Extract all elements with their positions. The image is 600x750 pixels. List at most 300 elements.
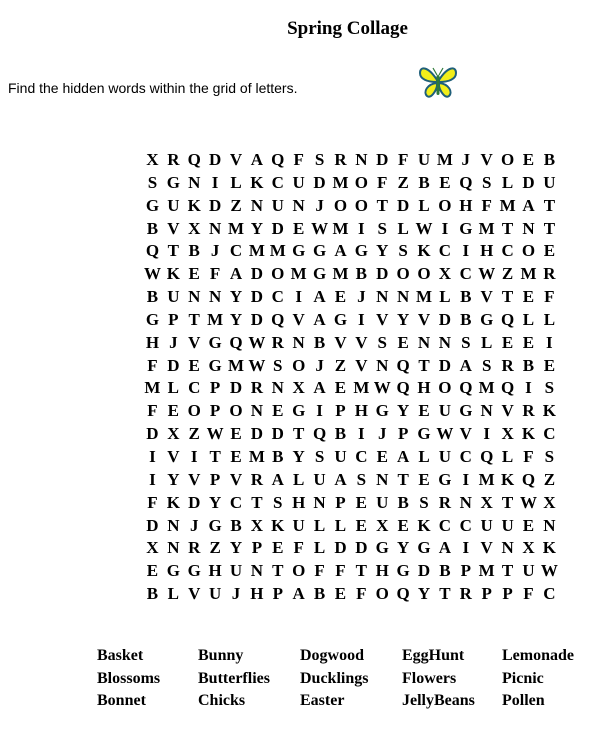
grid-letter: T (439, 584, 451, 604)
grid-letter: V (480, 287, 493, 307)
grid-letter: G (187, 561, 201, 581)
grid-letter: A (522, 195, 535, 215)
grid-letter: V (167, 446, 180, 466)
grid-letter: E (334, 378, 347, 398)
grid-letter: U (292, 172, 305, 192)
grid-letter: C (271, 287, 284, 307)
grid-letter: P (397, 424, 409, 444)
grid-letter: C (543, 424, 556, 444)
grid-letter: Q (500, 309, 515, 329)
grid-letter: V (417, 309, 431, 329)
grid-letter: U (313, 469, 326, 489)
grid-letter: V (355, 355, 368, 375)
grid-letter: D (146, 515, 159, 535)
grid-letter: E (439, 172, 451, 192)
grid-letter: Q (396, 584, 410, 604)
grid-letter: T (501, 218, 514, 238)
grid-letter: S (273, 355, 283, 375)
grid-letter: O (500, 150, 515, 169)
grid-letter: E (397, 515, 409, 535)
grid-letter: K (542, 538, 556, 558)
grid-letter: A (271, 469, 284, 489)
grid-letter: F (147, 401, 158, 421)
grid-letter: B (230, 515, 242, 535)
grid-letter: U (271, 195, 284, 215)
grid-letter: Y (396, 538, 410, 558)
grid-letter: R (271, 332, 284, 352)
grid-letter: N (167, 515, 180, 535)
grid-letter: E (376, 446, 388, 466)
grid-letter: P (335, 401, 346, 421)
grid-letter: F (397, 150, 409, 169)
grid-letter: L (230, 172, 242, 192)
grid-letter: N (501, 538, 514, 558)
grid-letter: N (271, 378, 284, 398)
grid-letter: A (313, 309, 326, 329)
grid-letter: Y (229, 538, 243, 558)
page-title: Spring Collage (287, 18, 408, 39)
instructions-text: Find the hidden words within the grid of letters. (8, 80, 298, 96)
grid-row (142, 377, 560, 400)
grid-letter: Z (501, 264, 514, 284)
grid-letter: G (417, 538, 431, 558)
grid-row (142, 218, 560, 241)
grid-letter: G (292, 241, 306, 261)
grid-letter: A (334, 241, 347, 261)
grid-letter: I (462, 538, 470, 558)
grid-letter: M (332, 172, 349, 192)
grid-letter: P (335, 492, 346, 512)
grid-letter: E (334, 584, 347, 604)
grid-letter: N (313, 492, 326, 512)
grid-letter: S (377, 332, 387, 352)
grid-letter: B (522, 355, 535, 375)
grid-letter: V (292, 309, 305, 329)
word-item: Bunny (198, 647, 244, 664)
grid-letter: M (290, 264, 307, 284)
grid-letter: D (396, 195, 410, 215)
word-item: EggHunt (402, 647, 465, 664)
word-item: Picnic (502, 669, 544, 687)
grid-letter: Q (459, 172, 473, 192)
grid-letter: G (354, 241, 368, 261)
grid-letter: I (149, 469, 156, 489)
grid-letter: V (188, 584, 201, 604)
grid-letter: P (209, 401, 221, 421)
grid-letter: D (250, 287, 264, 307)
grid-letter: I (295, 287, 302, 307)
grid-letter: R (543, 264, 556, 284)
grid-letter: E (522, 332, 535, 352)
grid-letter: T (501, 561, 514, 581)
grid-letter: J (210, 241, 220, 261)
grid-letter: R (459, 584, 472, 604)
grid-letter: U (292, 515, 305, 535)
grid-letter: C (271, 172, 284, 192)
grid-letter: B (146, 584, 159, 604)
grid-letter: F (377, 172, 388, 192)
grid-letter: A (313, 287, 326, 307)
grid-letter: B (272, 446, 284, 466)
grid-letter: U (543, 172, 556, 192)
grid-letter: F (209, 264, 221, 284)
grid-letter: I (441, 218, 449, 238)
grid-letter: F (293, 538, 304, 558)
grid-letter: W (311, 218, 329, 238)
grid-letter: X (167, 424, 180, 444)
grid-letter: L (313, 538, 326, 558)
grid-letter: O (333, 195, 348, 215)
grid-letter: N (250, 401, 264, 421)
grid-letter: S (314, 150, 325, 169)
grid-letter: E (522, 287, 535, 307)
word-item: Basket (97, 647, 144, 664)
grid-letter: V (376, 309, 389, 329)
grid-letter: M (478, 378, 495, 398)
grid-letter: D (250, 264, 264, 284)
grid-letter: Q (145, 241, 160, 261)
grid-letter: J (357, 287, 366, 307)
grid-letter: E (418, 401, 430, 421)
grid-letter: L (313, 515, 326, 535)
grid-letter: J (169, 332, 178, 352)
word-item: Dogwood (300, 647, 365, 664)
grid-letter: I (358, 309, 365, 329)
grid-letter: D (146, 424, 159, 444)
grid-row (142, 583, 560, 606)
grid-letter: B (439, 561, 451, 581)
grid-letter: D (271, 218, 284, 238)
grid-row (142, 309, 560, 332)
grid-letter: Z (397, 172, 409, 192)
grid-letter: N (396, 287, 410, 307)
grid-letter: E (230, 424, 242, 444)
grid-letter: Z (230, 195, 242, 215)
grid-letter: D (250, 424, 264, 444)
word-column (198, 645, 270, 713)
grid-letter: J (231, 584, 241, 604)
grid-letter: T (501, 287, 514, 307)
grid-letter: F (147, 355, 158, 375)
grid-letter: D (167, 355, 180, 375)
grid-letter: G (459, 401, 473, 421)
grid-letter: U (417, 150, 431, 169)
grid-letter: A (292, 584, 305, 604)
grid-letter: T (188, 309, 200, 329)
grid-letter: L (501, 446, 514, 466)
grid-row (142, 515, 560, 538)
grid-letter: Q (229, 332, 243, 352)
word-item: JellyBeans (402, 692, 475, 709)
grid-letter: T (397, 469, 409, 489)
grid-letter: B (313, 584, 326, 604)
grid-letter: O (354, 172, 368, 192)
grid-letter: M (416, 287, 433, 307)
grid-letter: M (144, 378, 161, 398)
grid-letter: T (251, 492, 263, 512)
grid-row (142, 423, 560, 446)
grid-letter: V (480, 538, 493, 558)
grid-letter: J (189, 515, 199, 535)
grid-letter: N (459, 492, 472, 512)
grid-letter: V (334, 332, 347, 352)
grid-letter: D (417, 561, 431, 581)
grid-letter: N (355, 150, 368, 169)
grid-letter: G (166, 172, 180, 192)
grid-row (142, 240, 560, 263)
grid-letter: X (480, 492, 493, 512)
grid-row (142, 355, 560, 378)
grid-letter: S (398, 241, 408, 261)
grid-letter: T (293, 424, 305, 444)
grid-letter: E (272, 538, 284, 558)
grid-letter: E (543, 241, 556, 261)
grid-letter: H (417, 378, 431, 398)
grid-row (142, 537, 560, 560)
word-item: Ducklings (300, 669, 369, 687)
grid-letter: I (483, 424, 490, 444)
grid-letter: D (376, 150, 389, 169)
grid-letter: S (147, 172, 158, 192)
grid-row (142, 400, 560, 423)
grid-letter: L (481, 332, 493, 352)
grid-letter: I (190, 446, 198, 466)
grid-letter: M (478, 469, 495, 489)
grid-letter: W (206, 424, 224, 444)
grid-letter: D (438, 355, 452, 375)
grid-letter: Q (271, 150, 285, 169)
grid-letter: F (314, 561, 325, 581)
grid-letter: W (478, 264, 496, 284)
grid-letter: D (313, 172, 326, 192)
grid-letter: O (438, 378, 452, 398)
grid-letter: V (459, 424, 472, 444)
grid-row (142, 492, 560, 515)
grid-letter: G (208, 332, 222, 352)
grid-letter: G (292, 401, 306, 421)
grid-letter: T (209, 446, 221, 466)
grid-letter: Q (187, 150, 201, 169)
grid-letter: S (273, 492, 283, 512)
grid-letter: R (167, 150, 180, 169)
grid-letter: P (502, 584, 513, 604)
grid-letter: I (316, 401, 323, 421)
grid-letter: T (543, 195, 556, 215)
grid-letter: T (418, 355, 430, 375)
grid-letter: F (335, 561, 346, 581)
grid-letter: A (250, 150, 264, 169)
grid-letter: G (438, 469, 452, 489)
grid-letter: Q (521, 469, 536, 489)
grid-letter: H (250, 584, 264, 604)
word-item: Lemonade (502, 647, 574, 664)
grid-letter: M (332, 218, 349, 238)
grid-letter: P (251, 538, 263, 558)
grid-row (142, 172, 560, 195)
grid-letter: T (501, 492, 514, 512)
grid-letter: U (438, 401, 452, 421)
grid-letter: A (459, 355, 472, 375)
grid-letter: X (543, 492, 556, 512)
grid-letter: H (145, 332, 160, 352)
grid-letter: Y (250, 218, 264, 238)
word-item: Easter (300, 692, 345, 709)
grid-letter: H (292, 492, 306, 512)
grid-letter: F (356, 584, 367, 604)
grid-letter: M (269, 241, 286, 261)
grid-letter: I (358, 218, 365, 238)
grid-letter: U (438, 446, 452, 466)
grid-letter: Q (271, 309, 285, 329)
grid-letter: N (250, 195, 264, 215)
grid-letter: N (543, 515, 556, 535)
grid-letter: G (459, 218, 473, 238)
grid-letter: G (208, 355, 222, 375)
grid-letter: B (188, 241, 200, 261)
grid-letter: X (250, 515, 264, 535)
grid-letter: N (522, 218, 535, 238)
grid-letter: D (208, 150, 222, 169)
grid-letter: Q (312, 424, 327, 444)
grid-letter: F (544, 287, 555, 307)
grid-letter: Z (334, 355, 347, 375)
grid-letter: E (355, 515, 368, 535)
grid-letter: C (459, 264, 472, 284)
grid-letter: A (313, 378, 326, 398)
grid-letter: Y (376, 241, 389, 261)
grid-letter: W (248, 355, 266, 375)
grid-letter: C (355, 446, 368, 466)
grid-letter: X (438, 264, 452, 284)
grid-letter: H (459, 195, 473, 215)
grid-letter: T (272, 561, 284, 581)
grid-letter: G (312, 241, 327, 261)
grid-letter: J (315, 195, 324, 215)
grid-letter: S (356, 469, 367, 489)
grid-letter: G (396, 561, 410, 581)
grid-letter: G (208, 515, 222, 535)
grid-letter: E (418, 469, 430, 489)
word-column (300, 645, 368, 713)
grid-row (142, 286, 560, 309)
grid-letter: K (521, 424, 536, 444)
word-column (502, 645, 574, 713)
grid-letter: N (376, 287, 389, 307)
grid-letter: S (419, 492, 429, 512)
word-item: Bonnet (97, 692, 146, 709)
grid-letter: P (272, 584, 283, 604)
grid-letter: D (438, 309, 452, 329)
grid-letter: B (334, 424, 347, 444)
grid-row (142, 446, 560, 469)
grid-letter: M (227, 218, 245, 238)
grid-letter: E (522, 515, 535, 535)
grid-letter: G (145, 309, 160, 329)
grid-letter: E (293, 218, 305, 238)
grid-letter: B (460, 309, 472, 329)
grid-letter: D (271, 424, 284, 444)
grid-letter: B (543, 150, 556, 169)
grid-letter: Y (229, 287, 243, 307)
grid-letter: V (229, 150, 243, 169)
grid-letter: C (229, 492, 243, 512)
grid-letter: D (250, 309, 264, 329)
grid-letter: U (501, 515, 514, 535)
grid-letter: N (292, 195, 305, 215)
grid-letter: L (543, 309, 556, 329)
grid-letter: C (459, 446, 472, 466)
grid-letter: V (188, 469, 201, 489)
grid-letter: O (417, 264, 431, 284)
grid-letter: N (167, 538, 180, 558)
grid-letter: R (522, 401, 535, 421)
grid-letter: E (355, 492, 368, 512)
butterfly-icon (418, 64, 458, 100)
grid-letter: R (334, 150, 347, 169)
grid-letter: E (334, 287, 347, 307)
grid-letter: M (248, 241, 265, 261)
grid-letter: A (334, 469, 347, 489)
grid-letter: C (501, 241, 514, 261)
grid-letter: P (209, 378, 221, 398)
grid-letter: W (436, 424, 454, 444)
grid-row (142, 332, 560, 355)
grid-letter: L (167, 378, 179, 398)
grid-letter: Y (396, 401, 410, 421)
grid-letter: S (481, 355, 492, 375)
grid-letter: P (460, 561, 471, 581)
grid-letter: M (332, 264, 349, 284)
grid-letter: Q (480, 446, 494, 466)
grid-letter: F (523, 584, 534, 604)
grid-letter: E (522, 150, 535, 169)
grid-letter: Z (209, 538, 221, 558)
grid-letter: M (478, 561, 495, 581)
grid-letter: L (397, 218, 409, 238)
grid-letter: V (188, 332, 201, 352)
grid-letter: M (248, 446, 265, 466)
grid-letter: L (418, 446, 430, 466)
grid-letter: P (481, 584, 492, 604)
grid-letter: G (417, 424, 431, 444)
grid-letter: I (546, 332, 553, 352)
grid-letter: N (208, 287, 222, 307)
grid-letter: J (377, 424, 387, 444)
grid-letter: N (292, 332, 305, 352)
grid-letter: U (229, 561, 243, 581)
grid-letter: Q (459, 378, 473, 398)
grid-letter: Y (167, 469, 180, 489)
grid-letter: L (293, 469, 305, 489)
grid-letter: J (461, 150, 471, 169)
grid-letter: O (438, 195, 452, 215)
grid-letter: Q (396, 355, 410, 375)
grid-letter: Y (396, 309, 410, 329)
grid-letter: K (166, 492, 180, 512)
grid-letter: G (312, 264, 327, 284)
grid-letter: S (461, 332, 471, 352)
grid-letter: G (145, 195, 160, 215)
grid-letter: G (166, 561, 180, 581)
grid-letter: C (543, 584, 556, 604)
grid-letter: E (188, 355, 200, 375)
grid-letter: D (208, 195, 222, 215)
grid-letter: K (250, 172, 264, 192)
grid-letter: N (188, 287, 201, 307)
grid-letter: S (377, 218, 387, 238)
grid-letter: J (315, 355, 324, 375)
grid-letter: Y (208, 492, 222, 512)
